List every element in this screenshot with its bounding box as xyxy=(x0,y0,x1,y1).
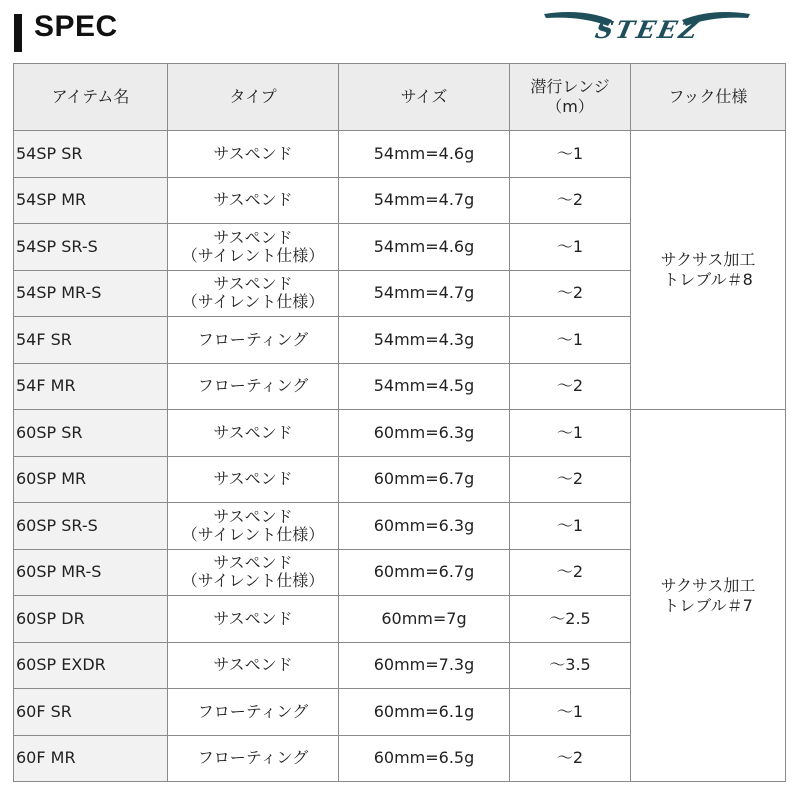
item-name-cell: 60SP MR-S xyxy=(14,549,168,596)
range-cell: ～1 xyxy=(510,317,631,364)
size-cell: 60mm=6.7g xyxy=(339,456,510,503)
range-cell: ～3.5 xyxy=(510,642,631,689)
item-name-cell: 54SP MR xyxy=(14,177,168,224)
size-cell: 60mm=6.3g xyxy=(339,410,510,457)
type-cell: サスペンド xyxy=(168,410,339,457)
table-body xyxy=(14,131,786,782)
page-title: SPEC xyxy=(34,10,118,43)
range-cell: ～2 xyxy=(510,456,631,503)
size-cell: 60mm=6.1g xyxy=(339,689,510,736)
col-header-type: タイプ xyxy=(168,64,339,131)
type-cell: フローティング xyxy=(168,735,339,782)
col-header-hook: フック仕様 xyxy=(631,64,786,131)
range-cell: ～2 xyxy=(510,177,631,224)
col-header-size: サイズ xyxy=(339,64,510,131)
range-cell: ～2 xyxy=(510,735,631,782)
item-name-cell: 54SP MR-S xyxy=(14,270,168,317)
range-cell: ～2 xyxy=(510,270,631,317)
type-cell: サスペンド （サイレント仕様） xyxy=(168,549,339,596)
title-accent-bar xyxy=(14,14,22,52)
size-cell: 54mm=4.6g xyxy=(339,131,510,178)
steez-logo-icon xyxy=(542,6,752,50)
type-cell: サスペンド xyxy=(168,177,339,224)
item-name-cell: 54SP SR xyxy=(14,131,168,178)
logo-wordmark: STEEZ xyxy=(592,15,704,44)
type-cell: サスペンド xyxy=(168,596,339,643)
table-header-row xyxy=(14,64,786,131)
table-row xyxy=(14,131,786,178)
hook-spec-cell: サクサス加工 トレブル＃8 xyxy=(631,131,786,410)
type-cell: フローティング xyxy=(168,317,339,364)
type-cell: サスペンド （サイレント仕様） xyxy=(168,270,339,317)
type-cell: フローティング xyxy=(168,689,339,736)
size-cell: 54mm=4.7g xyxy=(339,177,510,224)
size-cell: 60mm=7.3g xyxy=(339,642,510,689)
item-name-cell: 60SP DR xyxy=(14,596,168,643)
size-cell: 60mm=6.3g xyxy=(339,503,510,550)
size-cell: 54mm=4.5g xyxy=(339,363,510,410)
item-name-cell: 60F SR xyxy=(14,689,168,736)
size-cell: 54mm=4.6g xyxy=(339,224,510,271)
type-cell: サスペンド （サイレント仕様） xyxy=(168,224,339,271)
table-row xyxy=(14,410,786,457)
item-name-cell: 60SP SR xyxy=(14,410,168,457)
range-cell: ～1 xyxy=(510,131,631,178)
range-cell: ～2 xyxy=(510,549,631,596)
item-name-cell: 60SP SR-S xyxy=(14,503,168,550)
size-cell: 54mm=4.7g xyxy=(339,270,510,317)
size-cell: 60mm=7g xyxy=(339,596,510,643)
range-cell: ～1 xyxy=(510,224,631,271)
size-cell: 60mm=6.7g xyxy=(339,549,510,596)
spec-table xyxy=(13,63,786,782)
range-cell: ～2 xyxy=(510,363,631,410)
type-cell: サスペンド （サイレント仕様） xyxy=(168,503,339,550)
item-name-cell: 60SP EXDR xyxy=(14,642,168,689)
type-cell: サスペンド xyxy=(168,456,339,503)
type-cell: フローティング xyxy=(168,363,339,410)
range-cell: ～1 xyxy=(510,689,631,736)
range-cell: ～1 xyxy=(510,410,631,457)
type-cell: サスペンド xyxy=(168,642,339,689)
col-header-item-name: アイテム名 xyxy=(14,64,168,131)
size-cell: 54mm=4.3g xyxy=(339,317,510,364)
item-name-cell: 60F MR xyxy=(14,735,168,782)
type-cell: サスペンド xyxy=(168,131,339,178)
range-cell: ～1 xyxy=(510,503,631,550)
hook-spec-cell: サクサス加工 トレブル＃7 xyxy=(631,410,786,782)
item-name-cell: 54SP SR-S xyxy=(14,224,168,271)
col-header-range: 潜行レンジ （m） xyxy=(510,64,631,131)
item-name-cell: 60SP MR xyxy=(14,456,168,503)
range-cell: ～2.5 xyxy=(510,596,631,643)
item-name-cell: 54F SR xyxy=(14,317,168,364)
size-cell: 60mm=6.5g xyxy=(339,735,510,782)
item-name-cell: 54F MR xyxy=(14,363,168,410)
page-header xyxy=(0,0,800,64)
